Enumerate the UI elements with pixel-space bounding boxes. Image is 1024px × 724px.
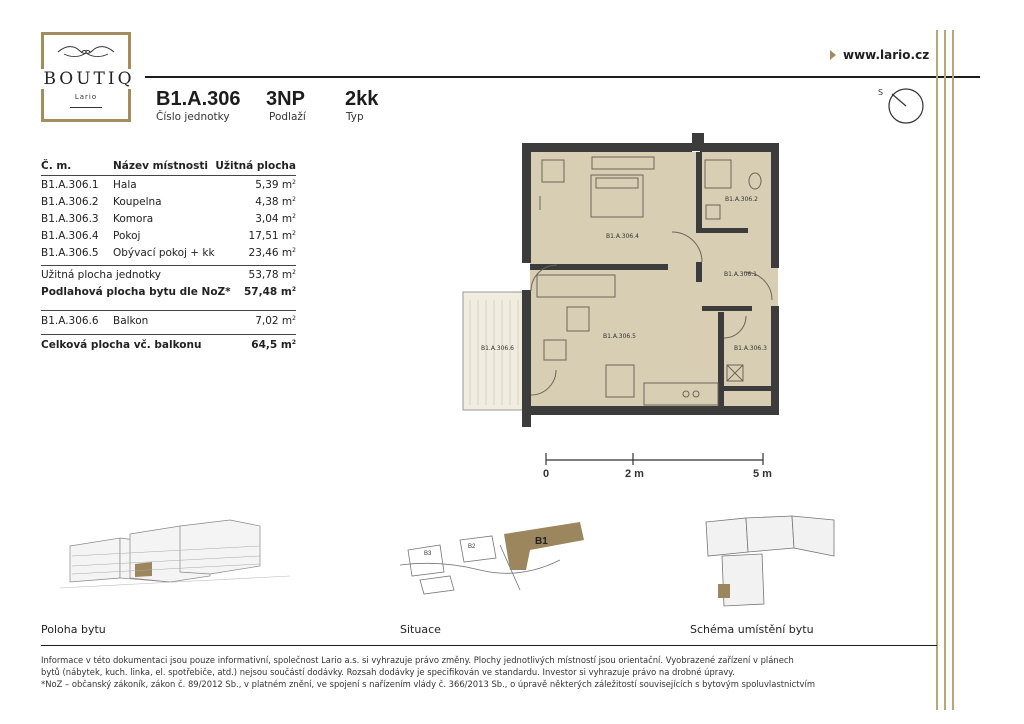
room-label-6: B1.A.306.6 bbox=[481, 345, 514, 352]
caption-situation: Situace bbox=[400, 623, 441, 636]
floor-area-label: Podlahová plocha bytu dle NoZ* bbox=[41, 286, 231, 298]
usable-area-label: Užitná plocha jednotky bbox=[41, 269, 162, 281]
room-label-2: B1.A.306.2 bbox=[725, 196, 758, 203]
brand-sub: Lario bbox=[74, 93, 98, 101]
table-row bbox=[41, 179, 296, 196]
room-area: 7,02 $m^2$ bbox=[255, 315, 296, 327]
site-b2: B2 bbox=[468, 544, 476, 550]
room-label-5: B1.A.306.5 bbox=[603, 333, 636, 340]
table-row bbox=[41, 196, 296, 213]
compass-icon bbox=[878, 84, 930, 128]
brand-name: BOUTIQ bbox=[37, 69, 141, 89]
scale-0: 0 bbox=[543, 468, 550, 480]
room-area: 23,46 $m^2$ bbox=[248, 247, 296, 259]
website-link[interactable]: www.lario.cz bbox=[843, 48, 930, 62]
total-area-label: Celková plocha vč. balkonu bbox=[41, 339, 202, 351]
unit-floor: 3NP bbox=[266, 88, 305, 110]
usable-area-row bbox=[41, 269, 296, 286]
scale-2m: 2 m bbox=[625, 468, 644, 480]
room-table bbox=[41, 160, 296, 356]
room-label-1: B1.A.306.1 bbox=[724, 271, 757, 278]
room-no: B1.A.306.4 bbox=[41, 230, 99, 242]
floor-plan bbox=[455, 130, 785, 435]
disclaimer-line-3: *NoZ – občanský zákoník, zákon č. 89/2012 Sb., v platném znění, ve spojení s nařízením vlády č. 366/2013 Sb., o úpravě některých záležitostí souvisejících s bytovým spoluvlastnictvím bbox=[41, 679, 815, 689]
building-3d-view bbox=[60, 516, 290, 596]
col-name-header: Název místnosti bbox=[113, 160, 208, 172]
decorative-lines bbox=[936, 30, 954, 710]
logo-divider bbox=[70, 107, 102, 108]
room-no: B1.A.306.5 bbox=[41, 247, 99, 259]
table-row bbox=[41, 247, 296, 264]
unit-id-label: Číslo jednotky bbox=[156, 111, 230, 123]
floor-area-value: 57,48 $m^2$ bbox=[244, 286, 296, 298]
table-header bbox=[41, 160, 296, 175]
room-area: 4,38 $m^2$ bbox=[255, 196, 296, 208]
unit-type: 2kk bbox=[345, 88, 379, 110]
room-name: Komora bbox=[113, 213, 154, 225]
room-label-3: B1.A.306.3 bbox=[734, 345, 767, 352]
table-row bbox=[41, 213, 296, 230]
total-area-row bbox=[41, 339, 296, 356]
brand-logo bbox=[41, 32, 135, 122]
room-no: B1.A.306.3 bbox=[41, 213, 99, 225]
room-no: B1.A.306.6 bbox=[41, 315, 99, 327]
total-area-value: 64,5 $m^2$ bbox=[251, 339, 296, 351]
table-row bbox=[41, 230, 296, 247]
room-no: B1.A.306.2 bbox=[41, 196, 99, 208]
caption-scheme: Schéma umístění bytu bbox=[690, 623, 814, 636]
usable-area-value: 53,78 $m^2$ bbox=[248, 269, 296, 281]
caption-position: Poloha bytu bbox=[41, 623, 106, 636]
room-name: Obývací pokoj + kk bbox=[113, 247, 215, 259]
scale-bar bbox=[543, 448, 783, 482]
room-area: 5,39 $m^2$ bbox=[255, 179, 296, 191]
site-situation-map bbox=[400, 510, 600, 605]
site-b1: B1 bbox=[535, 536, 548, 547]
header-rule bbox=[145, 76, 980, 78]
unit-id: B1.A.306 bbox=[156, 88, 241, 110]
room-area: 3,04 $m^2$ bbox=[255, 213, 296, 225]
footer-rule bbox=[41, 645, 937, 646]
disclaimer-line-1: Informace v této dokumentaci jsou pouze informativní, společnost Lario a.s. si vyhrazuje právo změny. Plochy jednotlivých místností jsou orientační. Vyobrazené zařízení v plánech bbox=[41, 655, 794, 665]
room-name: Pokoj bbox=[113, 230, 141, 242]
site-b3: B3 bbox=[424, 551, 432, 557]
placement-scheme bbox=[702, 512, 842, 612]
unit-floor-label: Podlaží bbox=[269, 111, 306, 123]
disclaimer-line-2: bytů (nábytek, kuch. linka, el. spotřebiče, atd.) nejsou součástí dodávky. Rozsah dodávky je specifikován ve standardu. Investor si vyhrazuje právo na drobné úpravy. bbox=[41, 667, 735, 677]
room-name: Koupelna bbox=[113, 196, 162, 208]
table-row bbox=[41, 315, 296, 332]
room-name: Hala bbox=[113, 179, 137, 191]
room-name: Balkon bbox=[113, 315, 149, 327]
unit-type-label: Typ bbox=[346, 111, 364, 123]
north-label: S bbox=[878, 88, 884, 97]
ornament-icon bbox=[56, 45, 116, 59]
scale-5m: 5 m bbox=[753, 468, 772, 480]
col-area-header: Užitná plocha bbox=[215, 160, 296, 172]
room-area: 17,51 $m^2$ bbox=[248, 230, 296, 242]
floor-area-row bbox=[41, 286, 296, 303]
arrow-right-icon bbox=[830, 50, 836, 60]
room-label-4: B1.A.306.4 bbox=[606, 233, 639, 240]
col-no-header: Č. m. bbox=[41, 160, 72, 172]
room-no: B1.A.306.1 bbox=[41, 179, 99, 191]
